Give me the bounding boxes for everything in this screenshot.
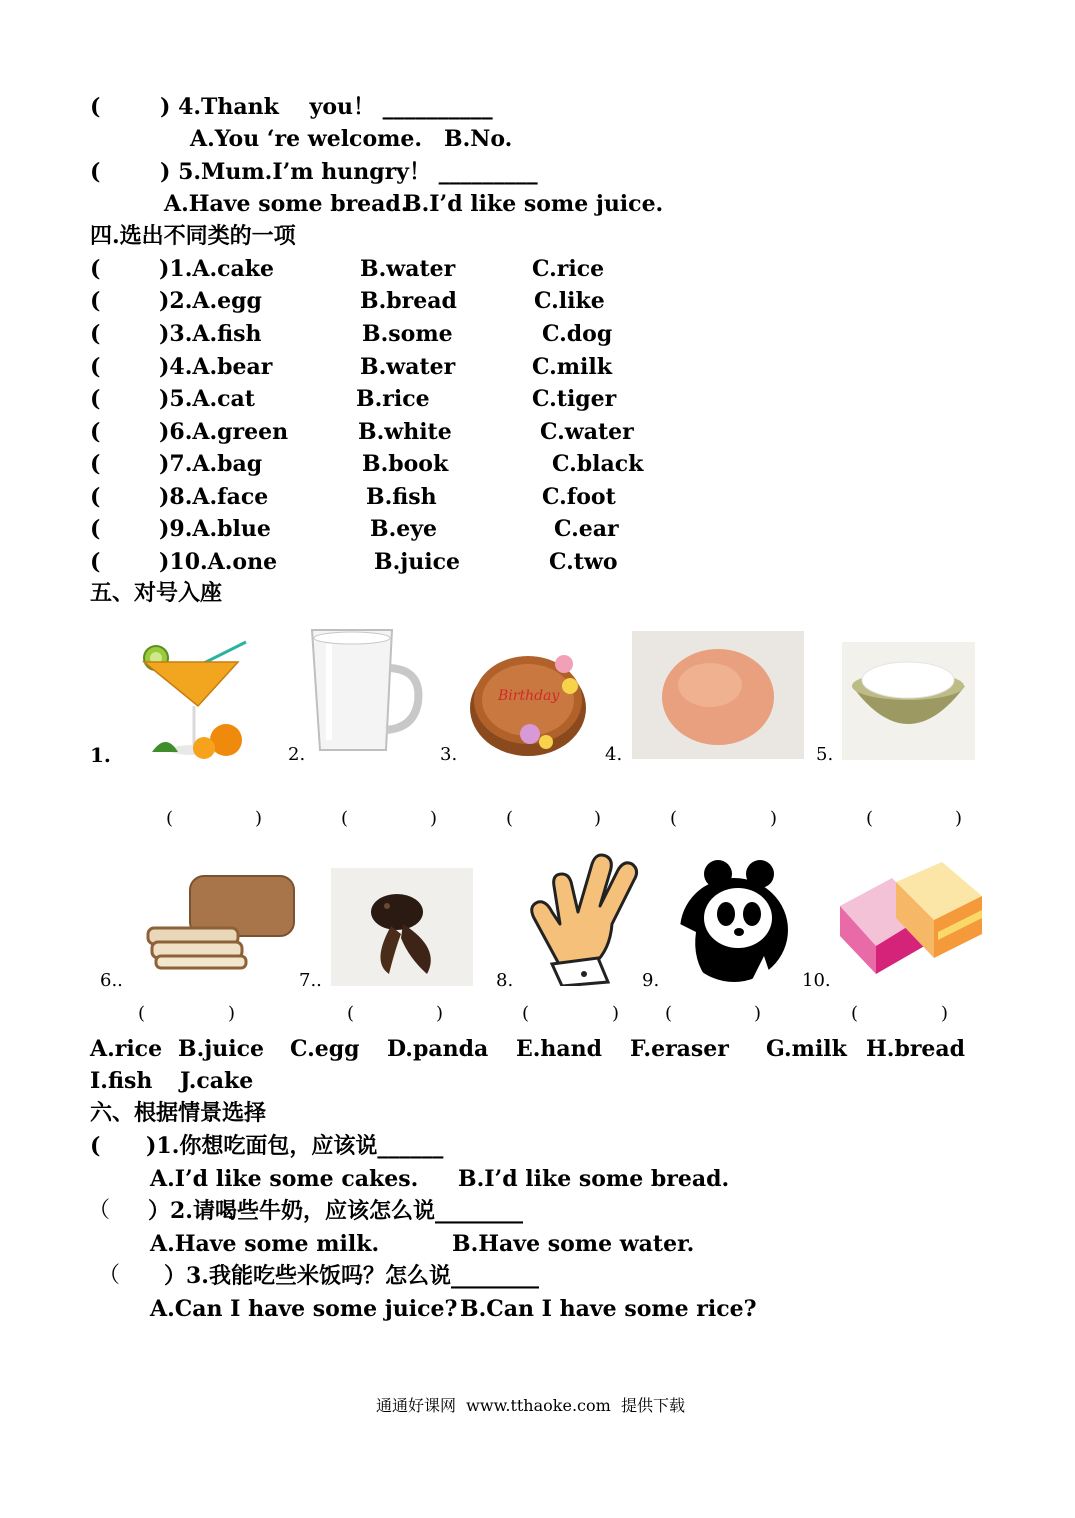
- answer-blank-3-open: (: [522, 1003, 530, 1024]
- answer-blank-4-close: ): [770, 808, 778, 829]
- s4-item-8-option-b: B.fish: [366, 484, 437, 510]
- paren-open: (: [90, 159, 101, 185]
- answer-blank-4-open: (: [670, 808, 678, 829]
- s4-item-1-option-c: C.rice: [532, 256, 605, 282]
- s3-q5-text: 5.Mum.I’m hungry！: [178, 159, 431, 185]
- answer-blank-2-open: (: [341, 808, 349, 829]
- s4-item-7-option-b: B.book: [362, 451, 449, 477]
- paren-open: (: [90, 549, 101, 575]
- answer-blank-4-open: (: [665, 1003, 673, 1024]
- s4-item-3-option-a: )3.A.fish: [159, 321, 262, 347]
- s4-item-6-option-a: )6.A.green: [159, 419, 289, 445]
- s4-item-5-option-b: B.rice: [356, 386, 430, 412]
- option-bread: H.bread: [866, 1036, 966, 1062]
- s6-q2-option-a: A.Have some milk.: [150, 1231, 380, 1257]
- paren-open: (: [90, 516, 101, 542]
- section4-title: 四.选出不同类的一项: [90, 223, 296, 249]
- answer-blank-1-close: ): [228, 1003, 236, 1024]
- s4-item-9-option-c: C.ear: [554, 516, 619, 542]
- paren-open: (: [90, 256, 101, 282]
- s4-item-3-option-c: C.dog: [542, 321, 613, 347]
- paren-open: (: [90, 386, 101, 412]
- s3-q5-option-b: B.I’d like some juice.: [403, 191, 664, 217]
- s4-item-2-option-c: C.like: [534, 288, 605, 314]
- paren-open-cn: （: [88, 1198, 111, 1223]
- paren-open: (: [90, 419, 101, 445]
- pic-label-4: 4.: [605, 744, 623, 765]
- answer-blank-2-close: ): [430, 808, 438, 829]
- s3-q4-blank: __________: [382, 94, 493, 120]
- fish-icon: [331, 868, 473, 986]
- answer-blank-1-open: (: [138, 1003, 146, 1024]
- s4-item-10-option-a: )10.A.one: [159, 549, 278, 575]
- s4-item-5-option-a: )5.A.cat: [159, 386, 255, 412]
- s3-q5: ) 5.Mum.I’m hungry！ _________: [160, 159, 538, 185]
- answer-blank-5-close: ): [955, 808, 963, 829]
- s6-q3-option-a: A.Can I have some juice?: [150, 1296, 458, 1322]
- s3-q4: ) 4.Thank you！ __________: [160, 94, 493, 120]
- s6-q2-option-b: B.Have some water.: [452, 1231, 695, 1257]
- answer-blank-3-close: ): [594, 808, 602, 829]
- s4-item-6-option-c: C.water: [540, 419, 634, 445]
- option-eraser: F.eraser: [630, 1036, 729, 1062]
- pic-label-2: 2.: [288, 744, 306, 765]
- paren-open: (: [90, 288, 101, 314]
- bread-icon: [130, 868, 298, 972]
- svg-text:Birthday: Birthday: [498, 688, 560, 704]
- pic-label-8: 8.: [496, 970, 514, 991]
- paren-open: (: [90, 321, 101, 347]
- option-milk: G.milk: [766, 1036, 847, 1062]
- s4-item-2-option-b: B.bread: [360, 288, 457, 314]
- paren-open: (: [90, 451, 101, 477]
- option-juice: B.juice: [178, 1036, 264, 1062]
- s4-item-8-option-a: )8.A.face: [159, 484, 269, 510]
- s4-item-8-option-c: C.foot: [542, 484, 616, 510]
- s4-item-7-option-c: C.black: [552, 451, 644, 477]
- section5-title: 五、对号入座: [90, 580, 223, 606]
- s6-q2: ）2.请喝些牛奶，应该怎么说________: [148, 1198, 523, 1224]
- s4-item-9-option-a: )9.A.blue: [159, 516, 271, 542]
- s3-q4-text: 4.Thank you！: [178, 94, 375, 120]
- juice-icon: [138, 636, 250, 760]
- panda-icon: [668, 852, 790, 986]
- answer-blank-5-open: (: [851, 1003, 859, 1024]
- option-panda: D.panda: [387, 1036, 489, 1062]
- pic-label-5: 5.: [816, 744, 834, 765]
- eraser-icon: [836, 858, 986, 974]
- answer-blank-1-open: (: [166, 808, 174, 829]
- s3-q4-option-b: B.No.: [444, 126, 513, 152]
- hand-icon: [514, 846, 642, 986]
- option-fish: I.fish: [90, 1068, 153, 1094]
- s4-item-6-option-b: B.white: [358, 419, 452, 445]
- s4-item-1-option-a: )1.A.cake: [159, 256, 274, 282]
- s4-item-10-option-b: B.juice: [374, 549, 460, 575]
- cake-icon: [468, 642, 588, 758]
- s6-q1-option-b: B.I’d like some bread.: [458, 1166, 730, 1192]
- paren-open: (: [90, 354, 101, 380]
- section6-title: 六、根据情景选择: [90, 1100, 267, 1126]
- s4-item-2-option-a: )2.A.egg: [159, 288, 262, 314]
- s4-item-9-option-b: B.eye: [370, 516, 438, 542]
- paren-open: (: [90, 94, 101, 120]
- answer-blank-5-open: (: [866, 808, 874, 829]
- s4-item-4-option-c: C.milk: [532, 354, 613, 380]
- answer-blank-3-open: (: [506, 808, 514, 829]
- option-hand: E.hand: [516, 1036, 603, 1062]
- paren-open-cn: （: [98, 1263, 121, 1288]
- answer-blank-5-close: ): [941, 1003, 949, 1024]
- answer-blank-3-close: ): [612, 1003, 620, 1024]
- s4-item-4-option-a: )4.A.bear: [159, 354, 273, 380]
- egg-icon: [632, 631, 804, 759]
- answer-blank-1-close: ): [255, 808, 263, 829]
- s4-item-5-option-c: C.tiger: [532, 386, 617, 412]
- option-cake: J.cake: [180, 1068, 254, 1094]
- pic-label-1: 1.: [90, 743, 111, 767]
- milk-icon: [306, 624, 424, 758]
- s4-item-10-option-c: C.two: [549, 549, 618, 575]
- footer-text: 通通好课网 www.tthaoke.com 提供下载: [376, 1396, 685, 1415]
- s4-item-4-option-b: B.water: [360, 354, 456, 380]
- s4-item-3-option-b: B.some: [362, 321, 453, 347]
- answer-blank-2-close: ): [436, 1003, 444, 1024]
- s6-q1-option-a: A.I’d like some cakes.: [150, 1166, 419, 1192]
- rice-icon: [842, 642, 975, 760]
- paren-open: (: [90, 1133, 101, 1159]
- option-egg: C.egg: [290, 1036, 360, 1062]
- s3-q5-option-a: A.Have some bread.: [164, 191, 409, 217]
- option-rice: A.rice: [90, 1036, 163, 1062]
- s3-q5-blank: _________: [438, 159, 538, 185]
- pic-label-3: 3.: [440, 744, 458, 765]
- pic-label-7: 7..: [299, 970, 322, 991]
- s6-q3-option-b: B.Can I have some rice?: [460, 1296, 757, 1322]
- s3-q4-option-a: A.You ‘re welcome.: [190, 126, 423, 152]
- pic-label-10: 10.: [802, 970, 831, 991]
- s4-item-1-option-b: B.water: [360, 256, 456, 282]
- s6-q3: ）3.我能吃些米饭吗？怎么说________: [164, 1263, 539, 1289]
- pic-label-9: 9.: [642, 970, 660, 991]
- pic-label-6: 6..: [100, 970, 123, 991]
- paren-open: (: [90, 484, 101, 510]
- s6-q1: )1.你想吃面包，应该说______: [146, 1133, 444, 1159]
- s4-item-7-option-a: )7.A.bag: [159, 451, 263, 477]
- answer-blank-2-open: (: [347, 1003, 355, 1024]
- answer-blank-4-close: ): [754, 1003, 762, 1024]
